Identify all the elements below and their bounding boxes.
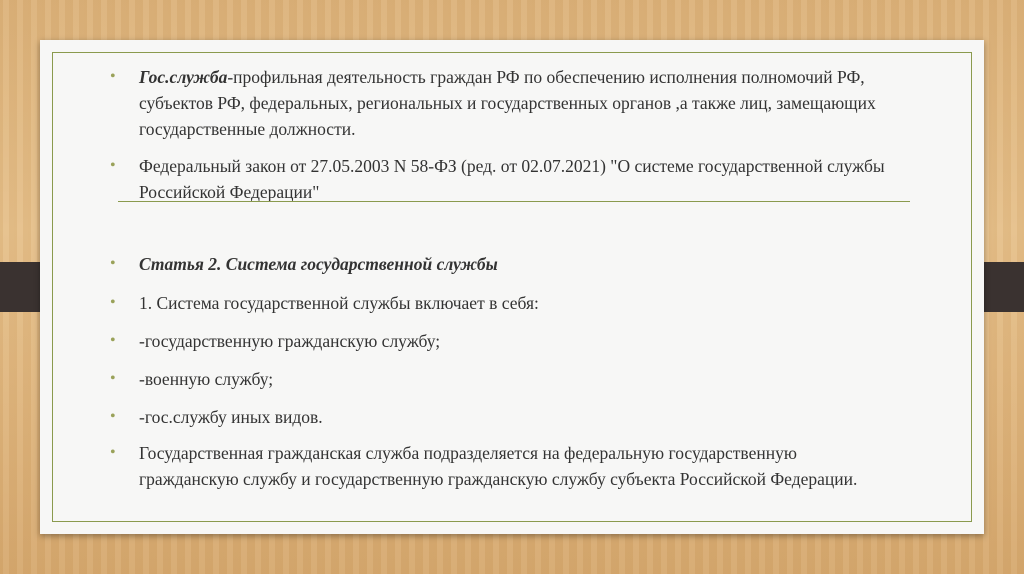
section-divider: [118, 201, 910, 202]
term-gos-sluzhba: Гос.служба: [139, 67, 228, 87]
federal-law-text: • Федеральный закон от 27.05.2003 N 58-ФЗ (ред. от 02.07.2021) "О системе государственной службы Российской Федерации": [139, 156, 885, 202]
other-service-text: • -гос.службу иных видов.: [139, 407, 323, 427]
system-includes-text: • 1. Система государственной службы включает в себя:: [139, 293, 539, 313]
bullet-military-service: [112, 366, 892, 392]
military-service-text: • -военную службу;: [139, 369, 274, 389]
bullet-article-heading: [112, 251, 892, 277]
bullet-other-service: [112, 404, 892, 430]
bullet-system-includes: [112, 290, 892, 316]
bullet-civil-division: [112, 440, 892, 492]
slide-card: [40, 40, 984, 534]
civil-service-text: • -государственную гражданскую службу;: [139, 331, 441, 351]
bullet-definition: [112, 64, 892, 142]
bullet-federal-law: [112, 153, 892, 205]
article-heading: • Статья 2. Система государственной службы: [139, 254, 498, 274]
definition-text: -профильная деятельность граждан РФ по обеспечению исполнения полномочий РФ, субъектов РФ, федеральных, региональных и государственных органов ,а также лиц, замещающих государственные должности.: [139, 67, 876, 139]
bullet-civil-service: [112, 328, 892, 354]
civil-division-text: • Государственная гражданская служба подразделяется на федеральную государственную гражданскую службу и государственную гражданскую службу субъекта Российской Федерации.: [139, 443, 858, 489]
